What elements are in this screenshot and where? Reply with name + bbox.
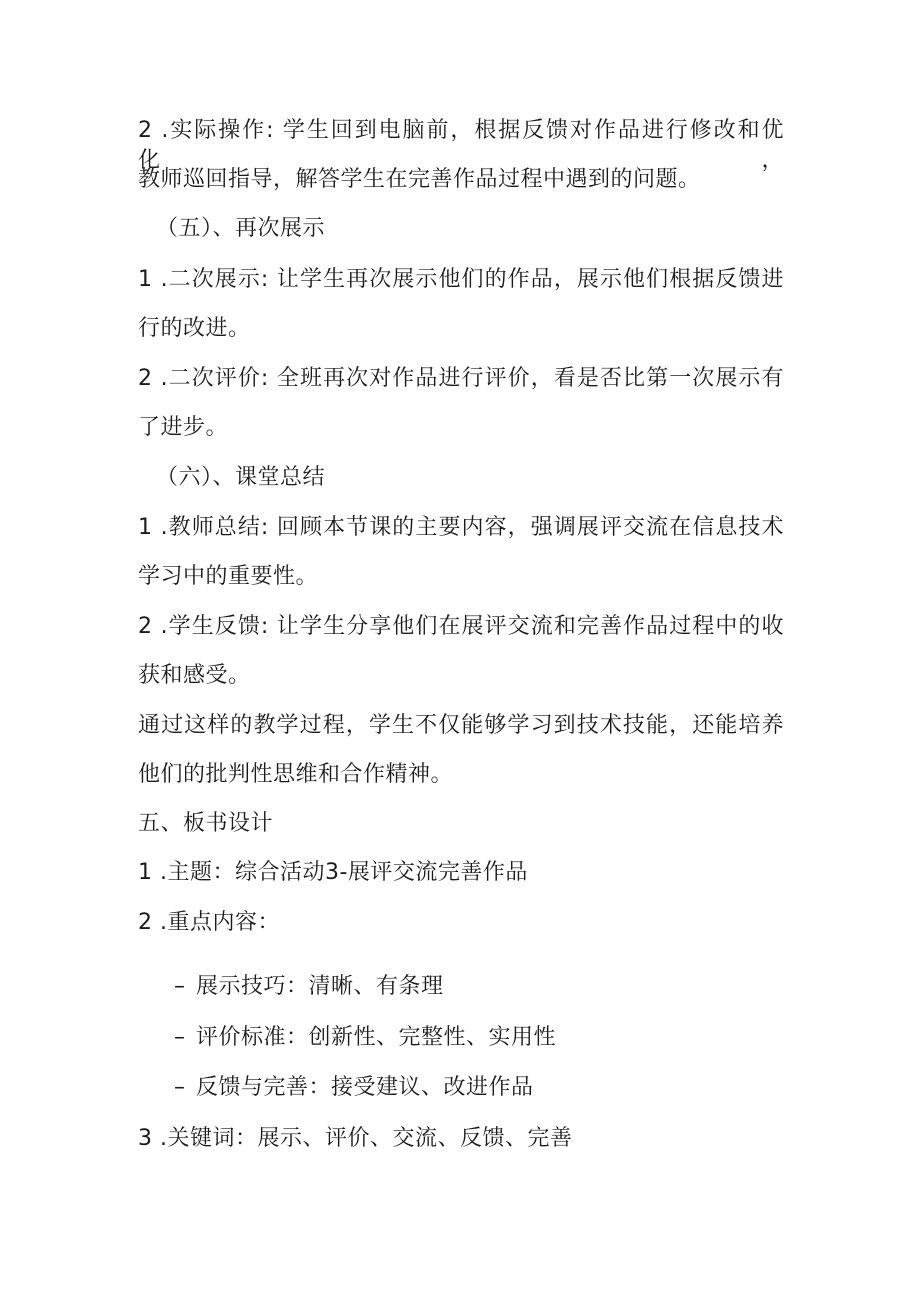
- paragraph-line: 行的改进。: [138, 316, 251, 341]
- paragraph-line: 通过这样的教学过程，学生不仅能够学习到技术技能，还能培养: [138, 713, 784, 738]
- dash-icon: –: [174, 1075, 186, 1100]
- paragraph-line: 2 .重点内容：: [138, 910, 280, 935]
- section-heading: （六）、课堂总结: [156, 465, 326, 490]
- paragraph-line: 教师巡回指导，解答学生在完善作品过程中遇到的问题。: [138, 167, 701, 192]
- paragraph-line: 了进步。: [138, 415, 229, 440]
- dash-icon: –: [174, 1025, 186, 1050]
- list-item-text: 评价标准：创新性、完整性、实用性: [196, 1025, 557, 1050]
- paragraph-line: 1 .二次展示: 让学生再次展示他们的作品，展示他们根据反馈进: [138, 267, 785, 292]
- paragraph-line: 获和感受。: [138, 663, 251, 688]
- paragraph-line: 2 .实际操作: 学生回到电脑前，根据反馈对作品进行修改和优化，: [138, 118, 784, 173]
- paragraph-line: 他们的批判性思维和合作精神。: [138, 762, 454, 787]
- paragraph-line: 1 .主题：综合活动3-展评交流完善作品: [138, 860, 528, 885]
- paragraph-line: 3 .关键词：展示、评价、交流、反馈、完善: [138, 1126, 573, 1151]
- paragraph-line: 学习中的重要性。: [138, 564, 319, 589]
- list-item: [174, 1073, 534, 1103]
- list-item-text: 反馈与完善：接受建议、改进作品: [196, 1075, 534, 1100]
- paragraph-line: 2 .二次评价: 全班再次对作品进行评价，看是否比第一次展示有: [138, 366, 785, 391]
- list-item-text: 展示技巧：清晰、有条理: [196, 974, 444, 999]
- list-item: [174, 972, 444, 1002]
- paragraph-line: 2 .学生反馈: 让学生分享他们在展评交流和完善作品过程中的收: [138, 614, 785, 639]
- paragraph-line: 1 .教师总结: 回顾本节课的主要内容，强调展评交流在信息技术: [138, 515, 785, 540]
- dash-icon: –: [174, 974, 186, 999]
- list-item: [174, 1023, 556, 1053]
- section-heading: （五）、再次展示: [156, 216, 326, 241]
- section-heading: 五、板书设计: [138, 811, 274, 836]
